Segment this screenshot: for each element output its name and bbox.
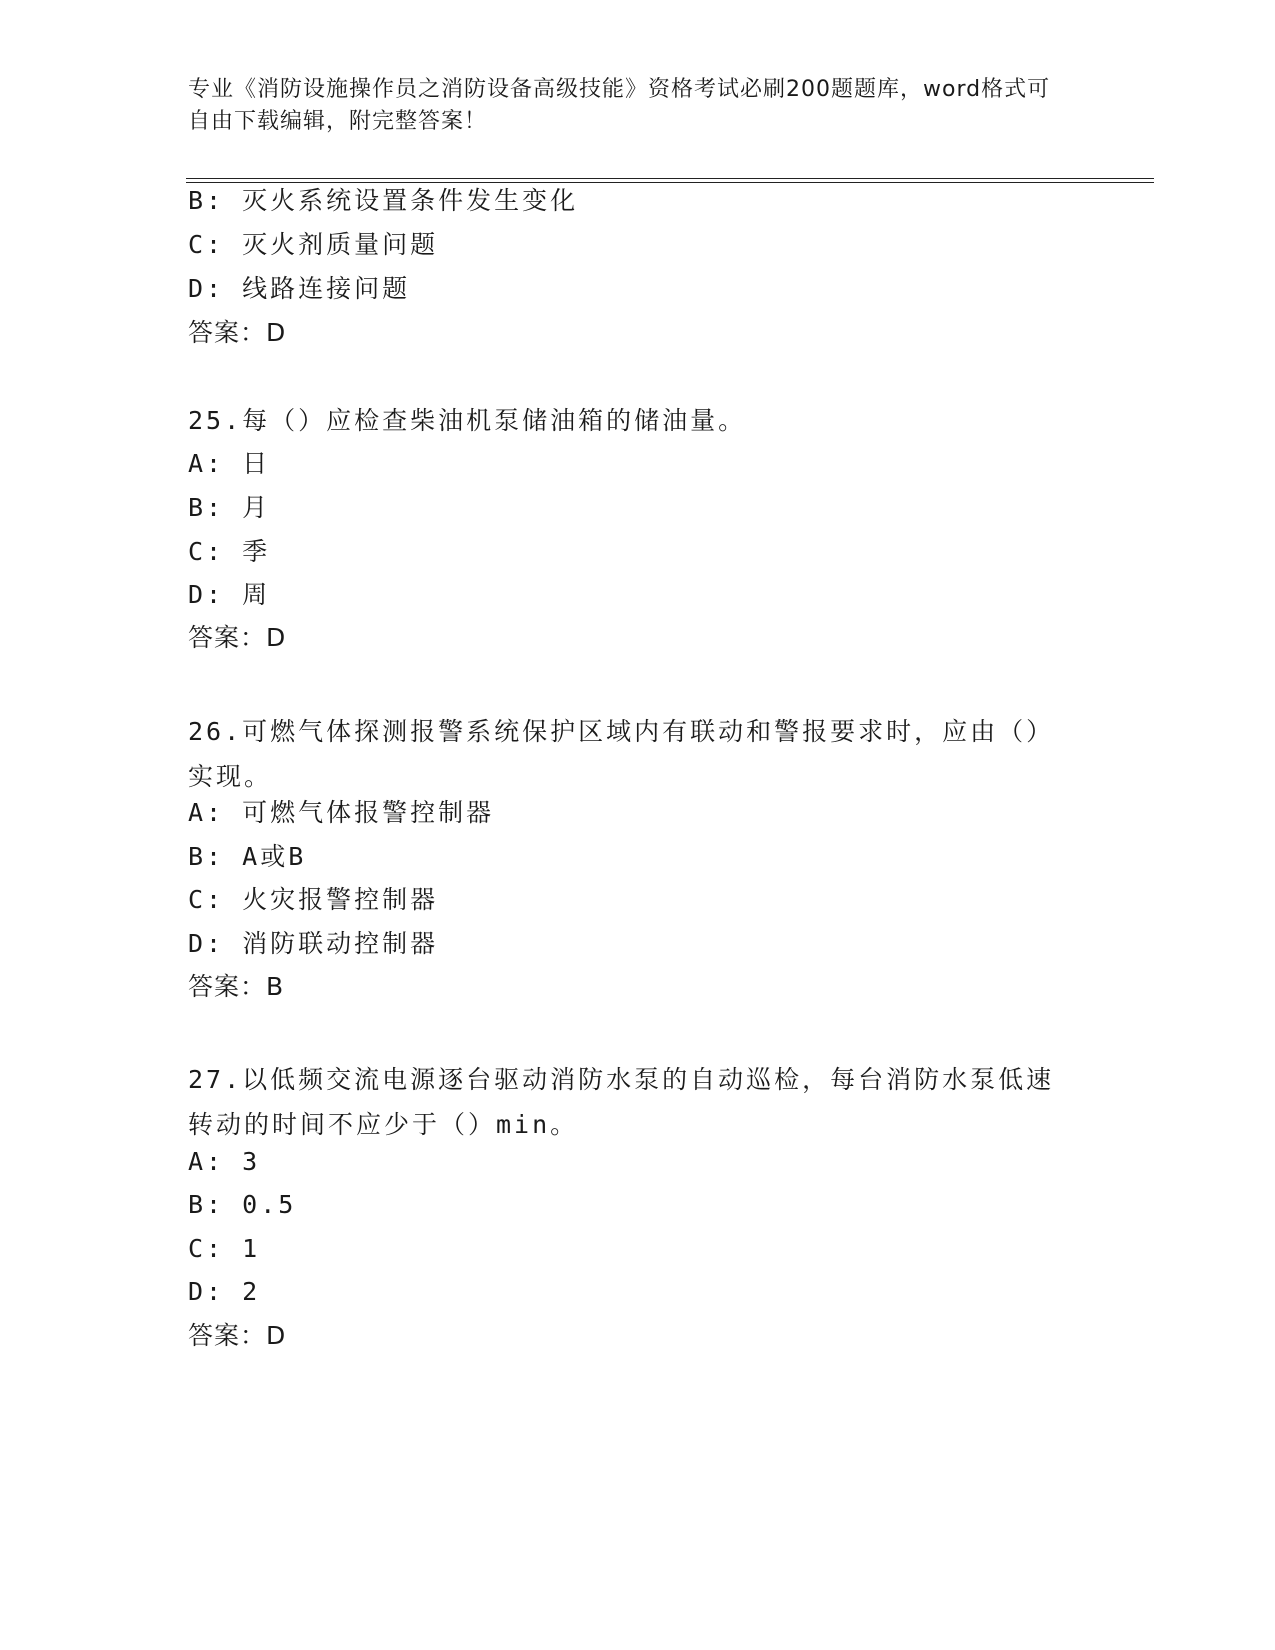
q27-option-a: A: 3: [188, 1147, 261, 1176]
q24-option-b: B: 灭火系统设置条件发生变化: [188, 186, 579, 215]
q27-option-b: B: 0.5: [188, 1190, 297, 1219]
q27-option-c: C: 1: [188, 1234, 261, 1263]
q24-answer: 答案：D: [188, 318, 287, 347]
q25-answer: 答案：D: [188, 623, 287, 652]
header-divider: [186, 178, 1154, 183]
q27-option-d: D: 2: [188, 1277, 261, 1306]
q26-answer: 答案：B: [188, 972, 285, 1001]
q27-question: 27.以低频交流电源逐台驱动消防水泵的自动巡检，每台消防水泵低速转动的时间不应少于（）min。: [188, 1065, 1055, 1139]
q26-option-a: A: 可燃气体报警控制器: [188, 798, 495, 827]
q25-option-c: C: 季: [188, 537, 271, 566]
q24-option-d: D: 线路连接问题: [188, 274, 411, 303]
q25-question: 25.每（）应检查柴油机泵储油箱的储油量。: [188, 406, 747, 435]
q26-option-d: D: 消防联动控制器: [188, 929, 439, 958]
q26-option-c: C: 火灾报警控制器: [188, 885, 439, 914]
q25-option-a: A: 日: [188, 449, 271, 478]
q25-option-d: D: 周: [188, 580, 271, 609]
q24-option-c: C: 灭火剂质量问题: [188, 230, 439, 259]
document-header: 专业《消防设施操作员之消防设备高级技能》资格考试必刷200题题库，word格式可自由下载编辑，附完整答案！: [188, 77, 1051, 134]
q26-option-b: B: A或B: [188, 842, 307, 871]
q26-question: 26.可燃气体探测报警系统保护区域内有联动和警报要求时，应由（）实现。: [188, 717, 1055, 791]
q25-option-b: B: 月: [188, 493, 271, 522]
q27-answer: 答案：D: [188, 1321, 287, 1350]
